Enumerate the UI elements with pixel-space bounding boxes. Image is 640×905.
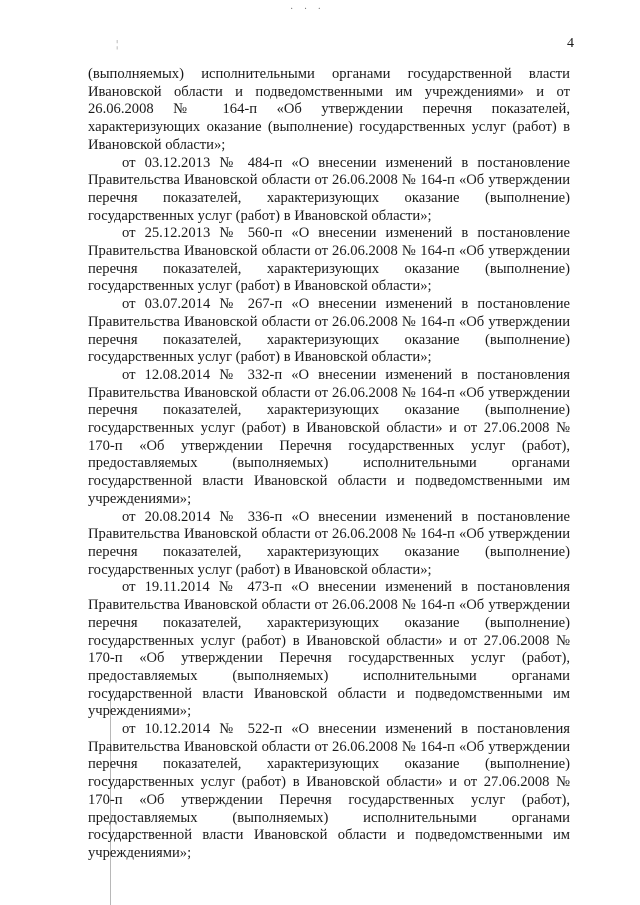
- scan-top-mark: · · ·: [290, 4, 325, 15]
- paragraph-267: от 03.07.2014 № 267-п «О внесении изменений в постановление Правительства Ивановской области от 26.06.2008 № 164-п «Об утверждении перечня показателей, характеризующих оказание (выполнение) государственных услуг (работ) в Ивановской области»;: [88, 296, 570, 366]
- scan-artifact: ¦: [116, 38, 119, 50]
- paragraph-332: от 12.08.2014 № 332-п «О внесении изменений в постановления Правительства Ивановской области от 26.06.2008 № 164-п «Об утверждении перечня показателей, характеризующих оказание (выполнение) государственных услуг (работ) в Ивановской области» и от 27.06.2008 № 170-п «Об утверждении Перечня государственных услуг (работ), предоставляемых (выполняемых) исполнительными органами государственной власти Ивановской области и подведомственными им учреждениями»;: [88, 366, 570, 507]
- page-number: 4: [567, 36, 574, 51]
- document-body: [88, 66, 570, 863]
- paragraph-473: от 19.11.2014 № 473-п «О внесении изменений в постановления Правительства Ивановской области от 26.06.2008 № 164-п «Об утверждении перечня показателей, характеризующих оказание (выполнение) государственных услуг (работ) в Ивановской области» и от 27.06.2008 № 170-п «Об утверждении Перечня государственных услуг (работ), предоставляемых (выполняемых) исполнительными органами государственной власти Ивановской области и подведомственными им учреждениями»;: [88, 579, 570, 720]
- paragraph-continuation: (выполняемых) исполнительными органами государственной власти Ивановской области и подведомственными им учреждениями» и от 26.06.2008 № 164-п «Об утверждении перечня показателей, характеризующих оказание (выполнение) государственных услуг (работ) в Ивановской области»;: [88, 66, 570, 153]
- paragraph-336: от 20.08.2014 № 336-п «О внесении изменений в постановление Правительства Ивановской области от 26.06.2008 № 164-п «Об утверждении перечня показателей, характеризующих оказание (выполнение) государственных услуг (работ) в Ивановской области»;: [88, 508, 570, 578]
- paragraph-484: от 03.12.2013 № 484-п «О внесении изменений в постановление Правительства Ивановской области от 26.06.2008 № 164-п «Об утверждении перечня показателей, характеризующих оказание (выполнение) государственных услуг (работ) в Ивановской области»;: [88, 154, 570, 224]
- paragraph-560: от 25.12.2013 № 560-п «О внесении изменений в постановление Правительства Ивановской области от 26.06.2008 № 164-п «Об утверждении перечня показателей, характеризующих оказание (выполнение) государственных услуг (работ) в Ивановской области»;: [88, 225, 570, 295]
- paragraph-522: от 10.12.2014 № 522-п «О внесении изменений в постановления Правительства Ивановской области от 26.06.2008 № 164-п «Об утверждении перечня показателей, характеризующих оказание (выполнение) государственных услуг (работ) в Ивановской области» и от 27.06.2008 № 170-п «Об утверждении Перечня государственных услуг (работ), предоставляемых (выполняемых) исполнительными органами государственной власти Ивановской области и подведомственными им учреждениями»;: [88, 721, 570, 861]
